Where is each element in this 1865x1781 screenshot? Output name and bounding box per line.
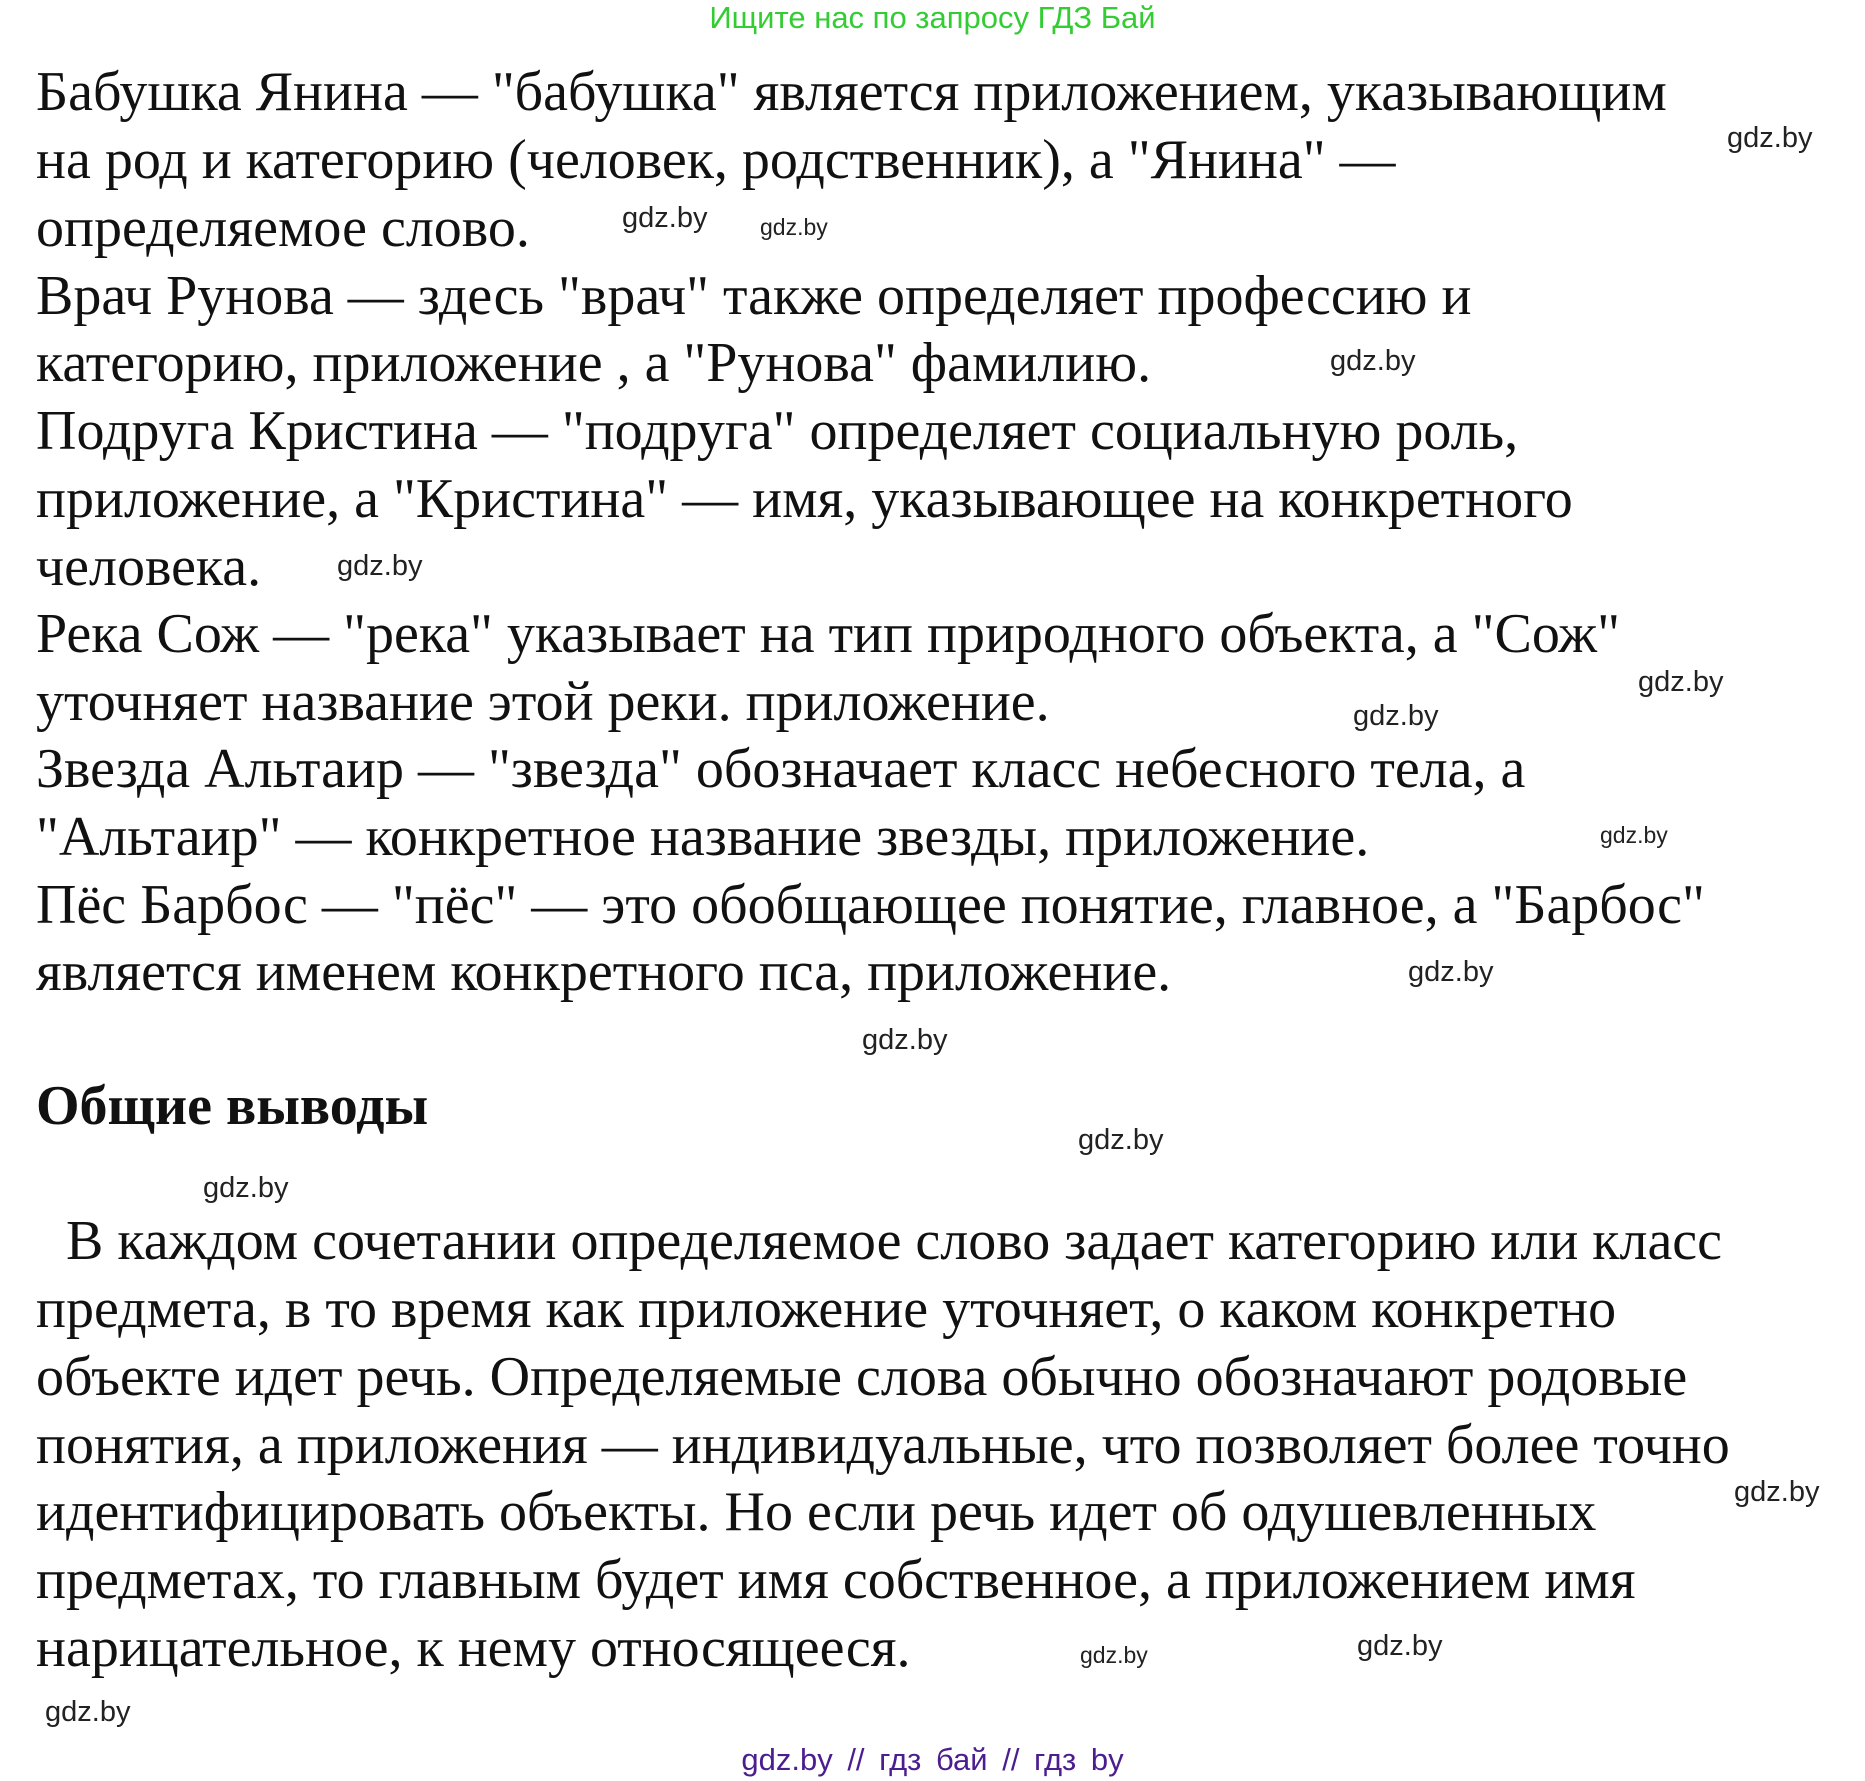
watermark: gdz.by (337, 550, 423, 582)
text-line: предметах, то главным будет имя собственное, а приложением имя (36, 1549, 1636, 1611)
text-line: Звезда Альтаир — "звезда" обозначает класс небесного тела, а (36, 738, 1526, 800)
text-line: Бабушка Янина — "бабушка" является приложением, указывающим (36, 61, 1667, 123)
watermark: gdz.by (1080, 1642, 1148, 1668)
watermark: gdz.by (1330, 345, 1416, 377)
watermark: gdz.by (203, 1172, 289, 1204)
watermark: gdz.by (1638, 666, 1724, 698)
text-line: уточняет название этой реки. приложение. (36, 671, 1050, 733)
footer-links: gdz.by // гдз бай // гдз by (741, 1742, 1124, 1777)
text-line: понятия, а приложения — индивидуальные, что позволяет более точно (36, 1414, 1730, 1476)
text-line: на род и категорию (человек, родственник), а "Янина" — (36, 129, 1396, 191)
watermark: gdz.by (1734, 1476, 1820, 1508)
text-line: Река Сож — "река" указывает на тип природного объекта, а "Сож" (36, 603, 1620, 665)
watermark: gdz.by (760, 214, 828, 240)
text-line: человека. (36, 536, 262, 598)
watermark: gdz.by (622, 202, 708, 234)
watermark: gdz.by (1408, 956, 1494, 988)
text-line: приложение, а "Кристина" — имя, указывающее на конкретного (36, 468, 1573, 530)
search-hint-banner: Ищите нас по запросу ГДЗ Бай (709, 0, 1156, 35)
text-line: "Альтаир" — конкретное название звезды, приложение. (36, 806, 1370, 868)
text-line: В каждом сочетании определяемое слово задает категорию или класс (66, 1210, 1723, 1272)
watermark: gdz.by (1357, 1630, 1443, 1662)
text-line: является именем конкретного пса, приложение. (36, 941, 1172, 1003)
watermark: gdz.by (1078, 1124, 1164, 1156)
text-line: Врач Рунова — здесь "врач" также определяет профессию и (36, 265, 1472, 327)
text-line: предмета, в то время как приложение уточняет, о каком конкретно (36, 1278, 1617, 1340)
text-line: Пёс Барбос — "пёс" — это обобщающее понятие, главное, а "Барбос" (36, 874, 1705, 936)
watermark: gdz.by (45, 1696, 131, 1728)
conclusion-heading: Общие выводы (36, 1075, 429, 1137)
text-line: идентифицировать объекты. Но если речь идет об одушевленных (36, 1481, 1597, 1543)
text-line: нарицательное, к нему относящееся. (36, 1617, 911, 1679)
text-line: определяемое слово. (36, 197, 530, 259)
text-line: категорию, приложение , а "Рунова" фамилию. (36, 332, 1152, 394)
watermark: gdz.by (862, 1024, 948, 1056)
watermark: gdz.by (1600, 822, 1668, 848)
text-line: Подруга Кристина — "подруга" определяет социальную роль, (36, 400, 1519, 462)
watermark: gdz.by (1727, 122, 1813, 154)
text-line: объекте идет речь. Определяемые слова обычно обозначают родовые (36, 1346, 1688, 1408)
watermark: gdz.by (1353, 700, 1439, 732)
